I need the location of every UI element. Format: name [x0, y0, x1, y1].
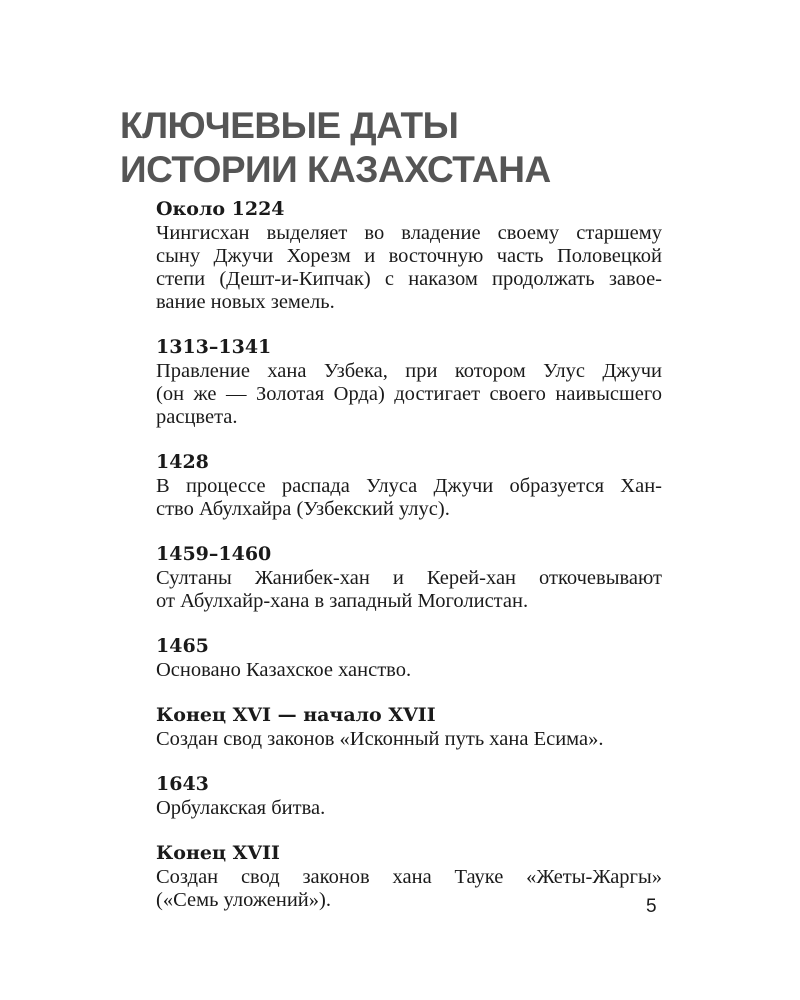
timeline-entry	[156, 840, 662, 912]
entry-date: 1428	[156, 451, 209, 473]
entry-text-line: («Семь уложений»).	[156, 889, 331, 911]
entry-text-line: Орбулакская битва.	[156, 797, 326, 819]
timeline-entry	[156, 702, 662, 751]
entry-date: Конец XVI — начало XVII	[156, 704, 436, 726]
timeline-entry	[156, 196, 662, 314]
entry-text-line: ство Абулхайра (Узбекский улус).	[156, 498, 450, 520]
timeline-entry	[156, 449, 662, 521]
entry-date: 1643	[156, 773, 209, 795]
entry-description	[156, 475, 662, 521]
entry-text-line: расцвета.	[156, 406, 238, 428]
entry-text-line: Султаны Жанибек-хан и Керей-хан откочевывают	[156, 567, 662, 589]
entry-text-line: В процессе распада Улуса Джучи образуется Хан-	[156, 475, 662, 497]
timeline-entries	[156, 196, 662, 932]
timeline-entry	[156, 633, 662, 682]
entry-text-line: сыну Джучи Хорезм и восточную часть Половецкой	[156, 245, 662, 267]
entry-description	[156, 567, 662, 613]
entry-description	[156, 866, 662, 912]
entry-text-line: Основано Казахское ханство.	[156, 659, 412, 681]
entry-date: 1459–1460	[156, 543, 272, 565]
entry-description	[156, 797, 662, 820]
entry-text-line: Правление хана Узбека, при котором Улус Джучи	[156, 360, 662, 382]
entry-date: 1465	[156, 635, 209, 657]
timeline-entry	[156, 771, 662, 820]
entry-date: Около 1224	[156, 198, 285, 220]
entry-text-line: Создан свод законов хана Тауке «Жеты-Жаргы»	[156, 866, 662, 888]
entry-text-line: степи (Дешт-и-Кипчак) с наказом продолжать завое-	[156, 268, 662, 290]
entry-description	[156, 360, 662, 429]
entry-text-line: вание новых земель.	[156, 291, 335, 313]
page-title	[120, 104, 551, 192]
entry-description	[156, 222, 662, 314]
page-title-line-2: ИСТОРИИ КАЗАХСТАНА	[120, 149, 551, 190]
entry-text-line: (он же — Золотая Орда) достигает своего наивысшего	[156, 383, 662, 405]
page-title-line-1: КЛЮЧЕВЫЕ ДАТЫ	[120, 105, 459, 146]
entry-description	[156, 659, 662, 682]
entry-date: Конец XVII	[156, 842, 280, 864]
entry-text-line: от Абулхайр-хана в западный Моголистан.	[156, 590, 529, 612]
entry-text-line: Чингисхан выделяет во владение своему старшему	[156, 222, 662, 244]
timeline-entry	[156, 334, 662, 429]
entry-description	[156, 728, 662, 751]
page-number: 5	[646, 896, 657, 917]
entry-date: 1313–1341	[156, 336, 272, 358]
entry-text-line: Создан свод законов «Исконный путь хана Есима».	[156, 728, 604, 750]
timeline-entry	[156, 541, 662, 613]
